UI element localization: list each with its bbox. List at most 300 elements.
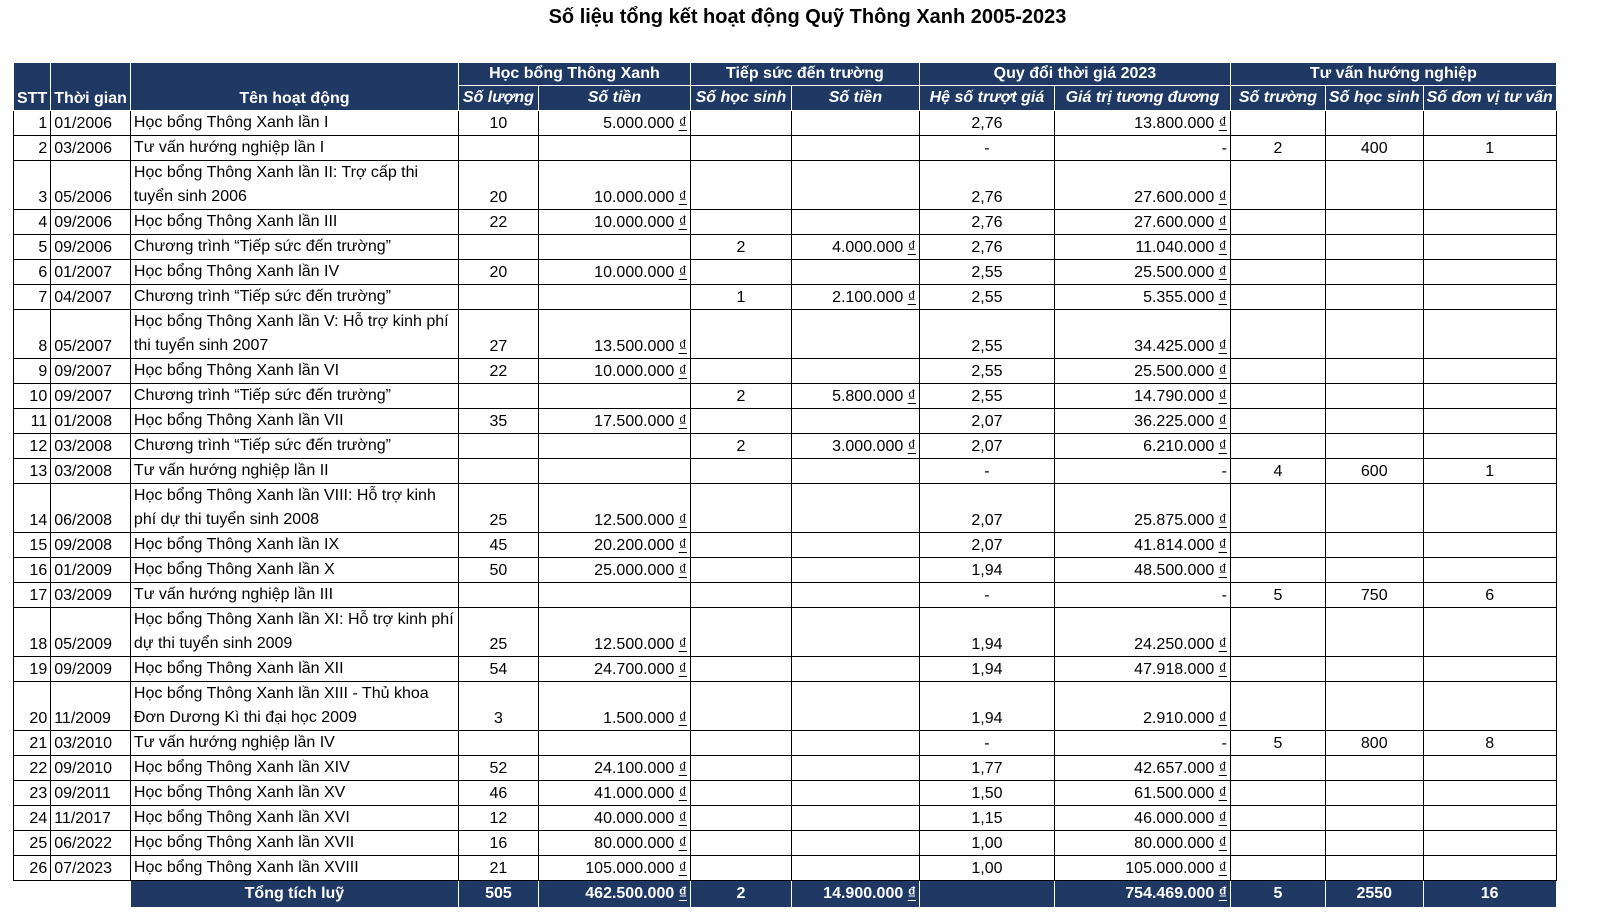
table-row — [14, 806, 1557, 831]
cell-hb-count: 22 — [458, 359, 538, 384]
cell-hb-amount — [538, 583, 690, 608]
cell-hb-amount: 10.000.000 ₫ — [538, 260, 690, 285]
cell-tv-students — [1325, 434, 1423, 459]
cell-time: 04/2007 — [51, 285, 131, 310]
cell-tv-schools — [1230, 484, 1325, 533]
cell-stt: 9 — [14, 359, 51, 384]
cell-activity-name: Học bổng Thông Xanh lần III — [130, 210, 458, 235]
cell-tv-units — [1423, 409, 1556, 434]
cell-ts-amount — [791, 111, 919, 136]
cell-tv-schools — [1230, 856, 1325, 881]
cell-activity-name: Chương trình “Tiếp sức đến trường” — [130, 434, 458, 459]
cell-qd-value: 13.800.000 ₫ — [1054, 111, 1230, 136]
table-row — [14, 558, 1557, 583]
cell-qd-value: 42.657.000 ₫ — [1054, 756, 1230, 781]
cell-ts-amount: 5.800.000 ₫ — [791, 384, 919, 409]
cell-hb-count: 27 — [458, 310, 538, 359]
cell-tv-students: 800 — [1325, 731, 1423, 756]
cell-hb-count: 22 — [458, 210, 538, 235]
cell-tv-units — [1423, 781, 1556, 806]
total-ts-students: 2 — [690, 881, 791, 908]
cell-tv-students — [1325, 533, 1423, 558]
cell-ts-students — [690, 558, 791, 583]
cell-qd-factor: 2,07 — [919, 533, 1054, 558]
cell-tv-units — [1423, 260, 1556, 285]
cell-ts-students — [690, 260, 791, 285]
total-hb-count: 505 — [458, 881, 538, 908]
cell-tv-units: 1 — [1423, 459, 1556, 484]
cell-ts-amount — [791, 608, 919, 657]
cell-time: 09/2008 — [51, 533, 131, 558]
total-qd-value: 754.469.000 ₫ — [1054, 881, 1230, 908]
cell-qd-value: 14.790.000 ₫ — [1054, 384, 1230, 409]
cell-stt: 24 — [14, 806, 51, 831]
table-row — [14, 161, 1557, 210]
table-row — [14, 210, 1557, 235]
cell-activity-name: Học bổng Thông Xanh lần XII — [130, 657, 458, 682]
cell-hb-amount: 13.500.000 ₫ — [538, 310, 690, 359]
cell-ts-amount — [791, 310, 919, 359]
cell-activity-name: Học bổng Thông Xanh lần IV — [130, 260, 458, 285]
cell-ts-amount — [791, 409, 919, 434]
cell-ts-amount: 3.000.000 ₫ — [791, 434, 919, 459]
cell-ts-students — [690, 533, 791, 558]
cell-stt: 23 — [14, 781, 51, 806]
cell-time: 09/2010 — [51, 756, 131, 781]
cell-ts-amount — [791, 210, 919, 235]
cell-tv-students — [1325, 781, 1423, 806]
cell-stt: 18 — [14, 608, 51, 657]
cell-qd-value: 27.600.000 ₫ — [1054, 161, 1230, 210]
cell-stt: 4 — [14, 210, 51, 235]
cell-hb-count — [458, 285, 538, 310]
cell-tv-schools — [1230, 831, 1325, 856]
cell-ts-students — [690, 310, 791, 359]
cell-hb-amount: 40.000.000 ₫ — [538, 806, 690, 831]
cell-hb-amount — [538, 434, 690, 459]
header-stt: STT — [14, 63, 51, 111]
cell-ts-students — [690, 831, 791, 856]
table-row — [14, 682, 1557, 731]
cell-tv-units — [1423, 756, 1556, 781]
cell-qd-factor: 1,94 — [919, 682, 1054, 731]
cell-activity-name: Chương trình “Tiếp sức đến trường” — [130, 384, 458, 409]
cell-qd-value: 36.225.000 ₫ — [1054, 409, 1230, 434]
cell-activity-name: Tư vấn hướng nghiệp lần III — [130, 583, 458, 608]
cell-activity-name: Học bổng Thông Xanh lần VII — [130, 409, 458, 434]
header-activity-name: Tên hoạt động — [130, 63, 458, 111]
cell-qd-value: 25.500.000 ₫ — [1054, 260, 1230, 285]
summary-table — [13, 62, 1557, 908]
cell-qd-factor: - — [919, 583, 1054, 608]
cell-hb-count: 16 — [458, 831, 538, 856]
cell-ts-amount — [791, 583, 919, 608]
cell-hb-amount: 10.000.000 ₫ — [538, 210, 690, 235]
cell-time: 11/2017 — [51, 806, 131, 831]
cell-ts-students: 1 — [690, 285, 791, 310]
cell-qd-value: 25.500.000 ₫ — [1054, 359, 1230, 384]
cell-hb-amount — [538, 136, 690, 161]
cell-tv-students — [1325, 682, 1423, 731]
table-row — [14, 731, 1557, 756]
cell-hb-count: 20 — [458, 161, 538, 210]
table-row — [14, 409, 1557, 434]
cell-tv-units — [1423, 608, 1556, 657]
cell-time: 09/2009 — [51, 657, 131, 682]
cell-ts-amount — [791, 533, 919, 558]
cell-activity-name: Tư vấn hướng nghiệp lần I — [130, 136, 458, 161]
cell-time: 03/2008 — [51, 434, 131, 459]
cell-ts-amount — [791, 731, 919, 756]
cell-tv-schools — [1230, 384, 1325, 409]
cell-tv-students — [1325, 111, 1423, 136]
cell-tv-schools — [1230, 434, 1325, 459]
cell-stt: 12 — [14, 434, 51, 459]
table-row — [14, 111, 1557, 136]
cell-tv-units — [1423, 359, 1556, 384]
cell-qd-value: 105.000.000 ₫ — [1054, 856, 1230, 881]
cell-qd-value: 48.500.000 ₫ — [1054, 558, 1230, 583]
cell-tv-schools — [1230, 533, 1325, 558]
cell-activity-name: Học bổng Thông Xanh lần XVIII — [130, 856, 458, 881]
cell-tv-schools — [1230, 558, 1325, 583]
table-row — [14, 781, 1557, 806]
cell-hb-count — [458, 731, 538, 756]
cell-activity-name: Học bổng Thông Xanh lần XVII — [130, 831, 458, 856]
cell-stt: 14 — [14, 484, 51, 533]
cell-ts-amount — [791, 558, 919, 583]
header-hb-count: Số lượng — [458, 86, 538, 111]
cell-qd-factor: 2,07 — [919, 434, 1054, 459]
cell-activity-name: Học bổng Thông Xanh lần IX — [130, 533, 458, 558]
cell-hb-amount: 105.000.000 ₫ — [538, 856, 690, 881]
cell-qd-value: - — [1054, 459, 1230, 484]
cell-qd-value: 5.355.000 ₫ — [1054, 285, 1230, 310]
cell-time: 09/2006 — [51, 235, 131, 260]
cell-hb-amount — [538, 459, 690, 484]
cell-tv-units — [1423, 111, 1556, 136]
cell-tv-students — [1325, 831, 1423, 856]
total-qd-factor — [919, 881, 1054, 908]
cell-tv-students: 750 — [1325, 583, 1423, 608]
cell-stt: 2 — [14, 136, 51, 161]
cell-tv-units — [1423, 285, 1556, 310]
cell-ts-students — [690, 806, 791, 831]
cell-tv-students — [1325, 608, 1423, 657]
cell-activity-name: Học bổng Thông Xanh lần VI — [130, 359, 458, 384]
cell-time: 05/2007 — [51, 310, 131, 359]
cell-hb-amount — [538, 285, 690, 310]
table-row — [14, 285, 1557, 310]
cell-hb-amount: 24.100.000 ₫ — [538, 756, 690, 781]
cell-ts-amount — [791, 856, 919, 881]
table-row — [14, 136, 1557, 161]
total-tv-units: 16 — [1423, 881, 1556, 908]
header-tv-students: Số học sinh — [1325, 86, 1423, 111]
cell-activity-name: Học bổng Thông Xanh lần XIII - Thủ khoa Đơn Dương Kì thi đại học 2009 — [130, 682, 458, 731]
cell-time: 09/2011 — [51, 781, 131, 806]
cell-activity-name: Tư vấn hướng nghiệp lần II — [130, 459, 458, 484]
cell-tv-units — [1423, 310, 1556, 359]
cell-tv-schools — [1230, 260, 1325, 285]
cell-ts-amount — [791, 781, 919, 806]
total-ts-amount: 14.900.000 ₫ — [791, 881, 919, 908]
cell-ts-students — [690, 608, 791, 657]
cell-tv-units — [1423, 806, 1556, 831]
header-time: Thời gian — [51, 63, 131, 111]
cell-ts-students — [690, 756, 791, 781]
cell-tv-schools — [1230, 806, 1325, 831]
header-group-scholarship: Học bổng Thông Xanh — [458, 63, 690, 86]
cell-tv-schools — [1230, 409, 1325, 434]
cell-ts-students: 2 — [690, 384, 791, 409]
cell-tv-students: 400 — [1325, 136, 1423, 161]
cell-qd-factor: 2,55 — [919, 285, 1054, 310]
cell-stt: 25 — [14, 831, 51, 856]
total-tv-schools: 5 — [1230, 881, 1325, 908]
cell-ts-students: 2 — [690, 235, 791, 260]
cell-qd-factor: - — [919, 136, 1054, 161]
cell-qd-value: 61.500.000 ₫ — [1054, 781, 1230, 806]
cell-tv-schools: 4 — [1230, 459, 1325, 484]
cell-activity-name: Học bổng Thông Xanh lần VIII: Hỗ trợ kinh phí dự thi tuyển sinh 2008 — [130, 484, 458, 533]
cell-qd-factor: - — [919, 731, 1054, 756]
table-body — [14, 111, 1557, 881]
cell-stt: 10 — [14, 384, 51, 409]
cell-stt: 5 — [14, 235, 51, 260]
cell-qd-factor: 2,76 — [919, 161, 1054, 210]
totals-row — [14, 881, 1557, 908]
cell-hb-amount: 5.000.000 ₫ — [538, 111, 690, 136]
cell-time: 05/2009 — [51, 608, 131, 657]
cell-hb-amount — [538, 235, 690, 260]
table-row — [14, 260, 1557, 285]
cell-qd-value: - — [1054, 731, 1230, 756]
cell-stt: 6 — [14, 260, 51, 285]
cell-tv-schools — [1230, 210, 1325, 235]
cell-time: 03/2009 — [51, 583, 131, 608]
cell-hb-count — [458, 583, 538, 608]
cell-tv-units — [1423, 384, 1556, 409]
cell-ts-students — [690, 484, 791, 533]
cell-stt: 20 — [14, 682, 51, 731]
table-row — [14, 657, 1557, 682]
cell-ts-amount — [791, 682, 919, 731]
cell-activity-name: Chương trình “Tiếp sức đến trường” — [130, 235, 458, 260]
cell-tv-schools: 5 — [1230, 731, 1325, 756]
cell-tv-students — [1325, 235, 1423, 260]
cell-time: 06/2008 — [51, 484, 131, 533]
cell-hb-count: 50 — [458, 558, 538, 583]
cell-activity-name: Học bổng Thông Xanh lần II: Trợ cấp thi tuyển sinh 2006 — [130, 161, 458, 210]
table-row — [14, 756, 1557, 781]
header-tv-units: Số đơn vị tư vấn — [1423, 86, 1556, 111]
cell-qd-factor: 2,76 — [919, 210, 1054, 235]
cell-tv-students — [1325, 384, 1423, 409]
cell-tv-students — [1325, 657, 1423, 682]
table-row — [14, 459, 1557, 484]
cell-ts-students: 2 — [690, 434, 791, 459]
cell-hb-amount: 80.000.000 ₫ — [538, 831, 690, 856]
cell-tv-units — [1423, 434, 1556, 459]
header-qd-factor: Hệ số trượt giá — [919, 86, 1054, 111]
cell-hb-count — [458, 459, 538, 484]
cell-qd-value: 27.600.000 ₫ — [1054, 210, 1230, 235]
cell-tv-students — [1325, 409, 1423, 434]
total-hb-amount: 462.500.000 ₫ — [538, 881, 690, 908]
cell-activity-name: Tư vấn hướng nghiệp lần IV — [130, 731, 458, 756]
cell-tv-units — [1423, 831, 1556, 856]
cell-tv-units — [1423, 856, 1556, 881]
cell-qd-value: 2.910.000 ₫ — [1054, 682, 1230, 731]
cell-tv-students: 600 — [1325, 459, 1423, 484]
cell-stt: 3 — [14, 161, 51, 210]
cell-stt: 16 — [14, 558, 51, 583]
cell-tv-students — [1325, 310, 1423, 359]
cell-ts-amount — [791, 359, 919, 384]
header-tv-schools: Số trường — [1230, 86, 1325, 111]
cell-ts-amount — [791, 484, 919, 533]
cell-time: 03/2010 — [51, 731, 131, 756]
cell-tv-students — [1325, 484, 1423, 533]
cell-stt: 8 — [14, 310, 51, 359]
cell-activity-name: Học bổng Thông Xanh lần XV — [130, 781, 458, 806]
header-hb-amount: Số tiền — [538, 86, 690, 111]
cell-ts-students — [690, 459, 791, 484]
cell-qd-factor: 2,55 — [919, 359, 1054, 384]
cell-tv-schools — [1230, 161, 1325, 210]
cell-qd-value: 34.425.000 ₫ — [1054, 310, 1230, 359]
cell-ts-students — [690, 161, 791, 210]
cell-tv-schools: 2 — [1230, 136, 1325, 161]
cell-ts-students — [690, 111, 791, 136]
cell-tv-units: 8 — [1423, 731, 1556, 756]
cell-hb-amount: 20.200.000 ₫ — [538, 533, 690, 558]
cell-ts-students — [690, 409, 791, 434]
cell-tv-students — [1325, 558, 1423, 583]
totals-spacer — [14, 881, 131, 908]
totals-label: Tổng tích luỹ — [130, 881, 458, 908]
cell-time: 05/2006 — [51, 161, 131, 210]
cell-ts-students — [690, 657, 791, 682]
cell-stt: 13 — [14, 459, 51, 484]
cell-qd-factor: 1,94 — [919, 657, 1054, 682]
cell-tv-units — [1423, 161, 1556, 210]
cell-time: 06/2022 — [51, 831, 131, 856]
cell-ts-amount — [791, 657, 919, 682]
header-group-conversion: Quy đổi thời giá 2023 — [919, 63, 1230, 86]
cell-time: 07/2023 — [51, 856, 131, 881]
cell-ts-amount: 2.100.000 ₫ — [791, 285, 919, 310]
cell-hb-count: 45 — [458, 533, 538, 558]
cell-tv-units — [1423, 533, 1556, 558]
cell-qd-factor: 1,50 — [919, 781, 1054, 806]
table-row — [14, 831, 1557, 856]
cell-qd-value: 6.210.000 ₫ — [1054, 434, 1230, 459]
cell-tv-units — [1423, 210, 1556, 235]
cell-activity-name: Chương trình “Tiếp sức đến trường” — [130, 285, 458, 310]
cell-tv-schools — [1230, 781, 1325, 806]
cell-stt: 21 — [14, 731, 51, 756]
cell-tv-units — [1423, 657, 1556, 682]
cell-time: 03/2008 — [51, 459, 131, 484]
cell-hb-amount: 1.500.000 ₫ — [538, 682, 690, 731]
page-title: Số liệu tổng kết hoạt động Quỹ Thông Xanh 2005-2023 — [548, 6, 1067, 28]
table-row — [14, 583, 1557, 608]
cell-stt: 11 — [14, 409, 51, 434]
cell-tv-schools — [1230, 235, 1325, 260]
cell-stt: 15 — [14, 533, 51, 558]
cell-tv-schools — [1230, 359, 1325, 384]
cell-tv-students — [1325, 806, 1423, 831]
cell-hb-count: 10 — [458, 111, 538, 136]
cell-hb-amount: 12.500.000 ₫ — [538, 484, 690, 533]
cell-activity-name: Học bổng Thông Xanh lần XI: Hỗ trợ kinh phí dự thi tuyển sinh 2009 — [130, 608, 458, 657]
cell-qd-factor: 2,55 — [919, 260, 1054, 285]
cell-time: 01/2007 — [51, 260, 131, 285]
cell-tv-schools — [1230, 682, 1325, 731]
cell-time: 03/2006 — [51, 136, 131, 161]
cell-hb-amount: 12.500.000 ₫ — [538, 608, 690, 657]
cell-tv-schools — [1230, 657, 1325, 682]
cell-hb-count: 46 — [458, 781, 538, 806]
table-row — [14, 384, 1557, 409]
cell-hb-count — [458, 384, 538, 409]
cell-qd-value: 24.250.000 ₫ — [1054, 608, 1230, 657]
table-row — [14, 484, 1557, 533]
cell-stt: 26 — [14, 856, 51, 881]
cell-hb-amount: 10.000.000 ₫ — [538, 161, 690, 210]
cell-qd-value: 25.875.000 ₫ — [1054, 484, 1230, 533]
table-row — [14, 856, 1557, 881]
cell-tv-schools — [1230, 756, 1325, 781]
cell-qd-factor: 1,00 — [919, 831, 1054, 856]
table-row — [14, 608, 1557, 657]
table-row — [14, 434, 1557, 459]
cell-ts-amount — [791, 806, 919, 831]
cell-ts-students — [690, 856, 791, 881]
cell-tv-students — [1325, 285, 1423, 310]
cell-qd-factor: 2,55 — [919, 310, 1054, 359]
cell-tv-students — [1325, 210, 1423, 235]
header-ts-students: Số học sinh — [690, 86, 791, 111]
cell-tv-schools: 5 — [1230, 583, 1325, 608]
cell-hb-amount: 41.000.000 ₫ — [538, 781, 690, 806]
table-row — [14, 359, 1557, 384]
cell-ts-students — [690, 136, 791, 161]
cell-activity-name: Học bổng Thông Xanh lần V: Hỗ trợ kinh phí thi tuyển sinh 2007 — [130, 310, 458, 359]
cell-tv-units — [1423, 235, 1556, 260]
cell-ts-amount — [791, 260, 919, 285]
total-tv-students: 2550 — [1325, 881, 1423, 908]
cell-time: 09/2007 — [51, 359, 131, 384]
cell-ts-amount — [791, 756, 919, 781]
cell-stt: 19 — [14, 657, 51, 682]
cell-hb-amount: 24.700.000 ₫ — [538, 657, 690, 682]
cell-tv-schools — [1230, 285, 1325, 310]
cell-ts-amount — [791, 136, 919, 161]
cell-ts-students — [690, 781, 791, 806]
cell-time: 11/2009 — [51, 682, 131, 731]
header-group-school-support: Tiếp sức đến trường — [690, 63, 919, 86]
cell-tv-students — [1325, 756, 1423, 781]
cell-ts-amount — [791, 459, 919, 484]
header-qd-value: Giá trị tương đương — [1054, 86, 1230, 111]
cell-time: 01/2006 — [51, 111, 131, 136]
cell-tv-units: 6 — [1423, 583, 1556, 608]
cell-hb-count: 3 — [458, 682, 538, 731]
cell-ts-amount — [791, 831, 919, 856]
